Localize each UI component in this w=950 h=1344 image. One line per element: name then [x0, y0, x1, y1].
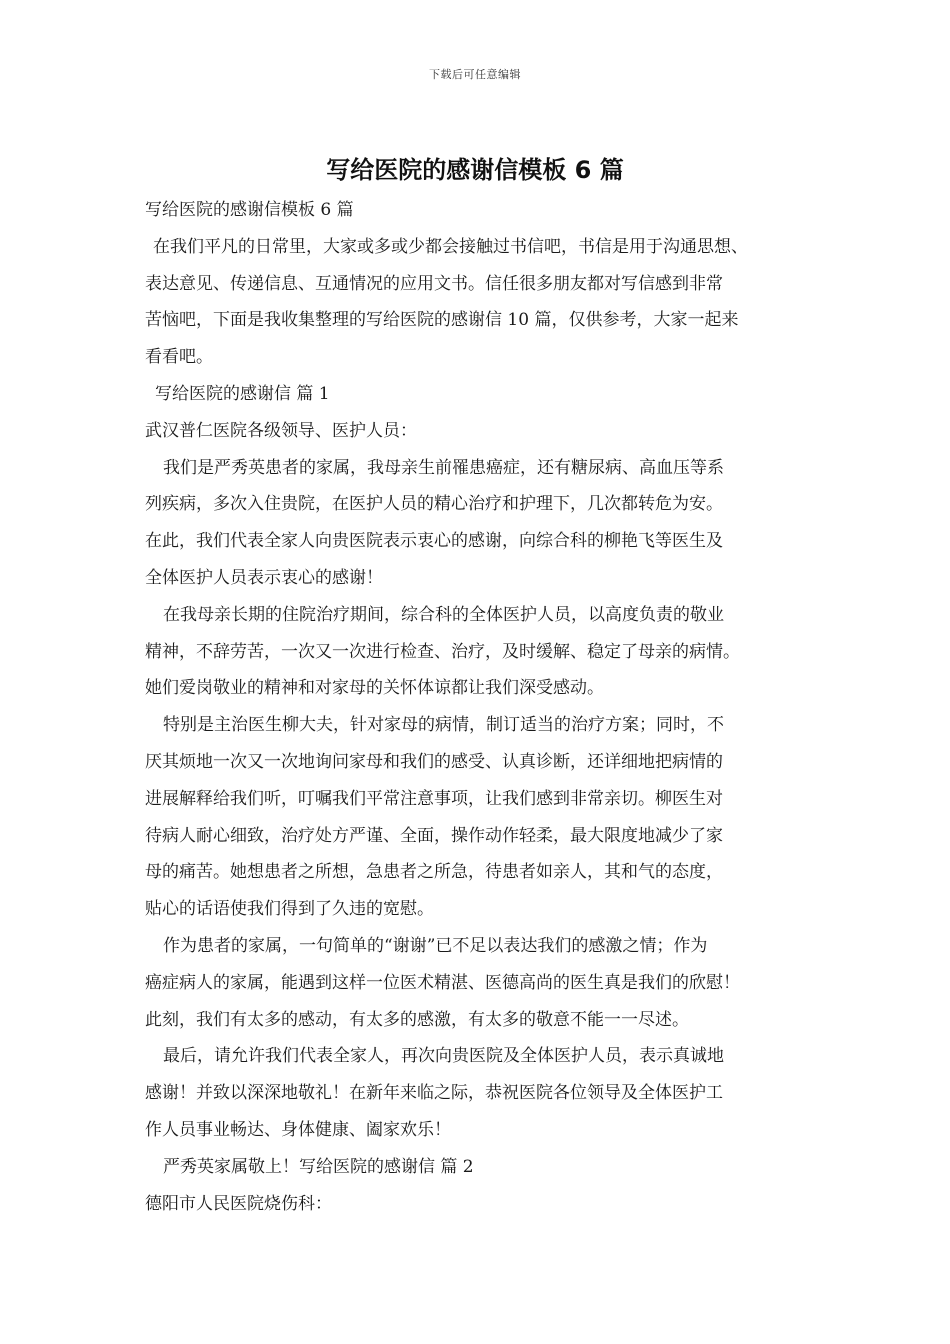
text-line: 看看吧。: [145, 347, 213, 368]
text-line: 苦恼吧，下面是我收集整理的写给医院的感谢信 10 篇，仅供参考，大家一起来: [145, 310, 739, 331]
text-line: 进展解释给我们听，叮嘱我们平常注意事项，让我们感到非常亲切。柳医生对: [145, 788, 723, 809]
section-heading: 写给医院的感谢信 篇 1: [155, 383, 330, 404]
text-line: 作人员事业畅达、身体健康、阖家欢乐！: [145, 1119, 451, 1140]
text-line: 她们爱岗敬业的精神和对家母的关怀体谅都让我们深受感动。: [145, 678, 604, 699]
text-line: 在我母亲长期的住院治疗期间，综合科的全体医护人员，以高度负责的敬业: [163, 604, 724, 625]
text-line: 精神，不辞劳苦，一次又一次进行检查、治疗，及时缓解、稳定了母亲的病情。: [145, 641, 740, 662]
text-line: 在我们平凡的日常里，大家或多或少都会接触过书信吧，书信是用于沟通思想、: [153, 236, 748, 257]
text-line: 最后，请允许我们代表全家人，再次向贵医院及全体医护人员，表示真诚地: [163, 1046, 724, 1067]
text-line: 列疾病，多次入住贵院，在医护人员的精心治疗和护理下，几次都转危为安。: [145, 494, 723, 515]
text-line: 待病人耐心细致，治疗处方严谨、全面，操作动作轻柔，最大限度地减少了家: [145, 825, 723, 846]
text-line: 感谢！并致以深深地敬礼！在新年来临之际，恭祝医院各位领导及全体医护工: [145, 1083, 723, 1104]
document-title: 写给医院的感谢信模板 6 篇: [326, 156, 624, 184]
text-line: 全体医护人员表示衷心的感谢！: [145, 567, 383, 588]
text-line: 表达意见、传递信息、互通情况的应用文书。信任很多朋友都对写信感到非常: [145, 273, 723, 294]
salutation: 德阳市人民医院烧伤科：: [145, 1193, 332, 1214]
text-line: 厌其烦地一次又一次地询问家母和我们的感受、认真诊断，还详细地把病情的: [145, 751, 723, 772]
text-line: 在此，我们代表全家人向贵医院表示衷心的感谢，向综合科的柳艳飞等医生及: [145, 531, 723, 552]
text-line: 贴心的话语使我们得到了久违的宽慰。: [145, 899, 434, 920]
header-note: 下载后可任意编辑: [429, 68, 521, 81]
text-line: 我们是严秀英患者的家属，我母亲生前罹患癌症，还有糖尿病、高血压等系: [163, 457, 724, 478]
text-line: 癌症病人的家属，能遇到这样一位医术精湛、医德高尚的医生真是我们的欣慰！: [145, 972, 740, 993]
salutation: 武汉普仁医院各级领导、医护人员：: [145, 420, 417, 441]
document-body: [145, 192, 825, 1222]
text-line: 作为患者的家属，一句简单的“谢谢”已不足以表达我们的感激之情；作为: [163, 935, 708, 956]
section-heading: 严秀英家属敬上！写给医院的感谢信 篇 2: [163, 1156, 474, 1177]
text-line: 此刻，我们有太多的感动，有太多的感激，有太多的敬意不能一一尽述。: [145, 1009, 689, 1030]
text-line: 特别是主治医生柳大夫，针对家母的病情，制订适当的治疗方案；同时，不: [163, 715, 724, 736]
text-line: 母的痛苦。她想患者之所想，急患者之所急，待患者如亲人，其和气的态度，: [145, 862, 723, 883]
text-line: 写给医院的感谢信模板 6 篇: [145, 200, 354, 220]
